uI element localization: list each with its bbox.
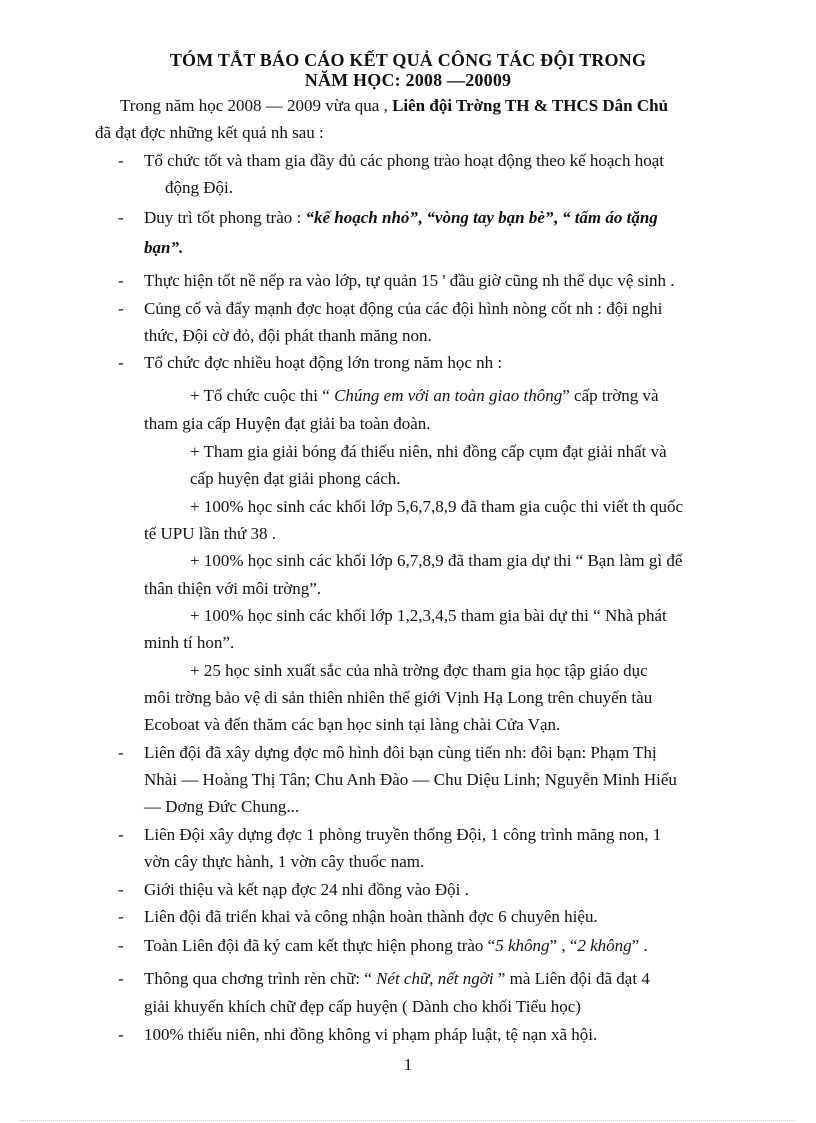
item-7-line-1: Liên Đội xây dựng đợc 1 phòng truyền thống Đội, 1 công trình măng non, 1 xyxy=(144,825,662,844)
bullet: - xyxy=(118,271,124,290)
movement-tam-ao: “ tấm áo tặng xyxy=(561,208,658,227)
intro-line-2: đã đạt đợc những kết quả nh sau : xyxy=(95,123,324,142)
intro-prefix: Trong năm học 2008 — 2009 vừa qua , xyxy=(120,96,393,115)
item-10-mid: ” , “ xyxy=(549,936,578,955)
item-10-prefix: Toàn Liên đội đã ký cam kết thực hiện phong trào “ xyxy=(144,936,496,955)
item-10-line-1 xyxy=(144,935,648,957)
movement-2-khong: 2 không xyxy=(577,936,632,955)
page-bottom-divider xyxy=(20,1120,796,1121)
item-8-line-1: Giới thiệu và kết nạp đợc 24 nhi đồng vào Đội . xyxy=(144,880,469,899)
sub-2-line-2: cấp huyện đạt giải phong cách. xyxy=(190,469,401,488)
intro-line-1 xyxy=(120,95,668,117)
sub-1-line-1 xyxy=(190,385,659,407)
sub-5-line-2: minh tí hon”. xyxy=(144,633,235,652)
bullet: - xyxy=(118,208,124,227)
title-line-1: TÓM TẮT BÁO CÁO KẾT QUẢ CÔNG TÁC ĐỘI TRONG xyxy=(169,50,647,70)
sub-4-line-2: thân thiện với môi trờng”. xyxy=(144,579,322,598)
item-11-line-2: giải khuyến khích chữ đẹp cấp huyện ( Dành cho khối Tiểu học) xyxy=(144,997,581,1016)
item-6-line-3: — Dơng Đức Chung... xyxy=(144,797,300,816)
item-1-line-2: động Đội. xyxy=(165,178,233,197)
contest-name: Chúng em với an toàn giao thông xyxy=(334,386,563,405)
bullet: - xyxy=(118,1025,124,1044)
movement-ke-hoach-nho: “kế hoạch nhỏ” xyxy=(305,208,418,227)
item-4-line-1: Củng cố và đẩy mạnh đợc hoạt động của các đội hình nòng cốt nh : đội nghi xyxy=(144,299,663,318)
item-11-line-1 xyxy=(144,968,650,990)
bullet: - xyxy=(118,880,124,899)
item-4-line-2: thức, Đội cờ đỏ, đội phát thanh măng non. xyxy=(144,326,432,345)
sub-1-prefix: + Tổ chức cuộc thi “ xyxy=(190,386,335,405)
program-name: Nét chữ, nết ngời xyxy=(376,969,494,988)
bullet: - xyxy=(118,969,124,988)
item-10-suffix: ” . xyxy=(631,936,648,955)
item-7-line-2: vờn cây thực hành, 1 vờn cây thuốc nam. xyxy=(144,852,425,871)
title-line-2: NĂM HỌC: 2008 —20009 xyxy=(304,70,512,90)
sub-2-line-1: + Tham gia giải bóng đá thiếu niên, nhi đồng cấp cụm đạt giải nhất và xyxy=(190,442,667,461)
sub-6-line-1: + 25 học sinh xuất sắc của nhà trờng đợc tham gia học tập giáo dục xyxy=(190,661,648,680)
sub-5-line-1: + 100% học sinh các khối lớp 1,2,3,4,5 tham gia bài dự thi “ Nhà phát xyxy=(190,606,667,625)
page-number: 1 xyxy=(403,1055,413,1074)
bullet: - xyxy=(118,743,124,762)
item-11-suffix: ” mà Liên đội đã đạt 4 xyxy=(493,969,650,988)
sub-1-line-2: tham gia cấp Huyện đạt giải ba toàn đoàn. xyxy=(144,414,431,433)
sub-1-suffix: ” cấp trờng và xyxy=(562,386,659,405)
sub-6-line-3: Ecoboat và đến thăm các bạn học sinh tại làng chài Cửa Vạn. xyxy=(144,715,561,734)
item-5-line-1: Tổ chức đợc nhiều hoạt động lớn trong năm học nh : xyxy=(144,353,503,372)
bullet: - xyxy=(118,299,124,318)
sub-4-line-1: + 100% học sinh các khối lớp 6,7,8,9 đã tham gia dự thi “ Bạn làm gì để xyxy=(190,551,683,570)
item-3-line-1: Thực hiện tốt nề nếp ra vào lớp, tự quản 15 ' đầu giờ cũng nh thể dục vệ sinh . xyxy=(144,271,675,290)
item-2-prefix: Duy trì tốt phong trào : xyxy=(144,208,306,227)
bullet: - xyxy=(118,907,124,926)
movement-5-khong: 5 không xyxy=(495,936,550,955)
item-12-line-1: 100% thiếu niên, nhi đồng không vi phạm pháp luật, tệ nạn xã hội. xyxy=(144,1025,598,1044)
movement-vong-tay-ban-be: “vòng tay bạn bè” xyxy=(426,208,554,227)
separator: , xyxy=(553,208,562,227)
bullet: - xyxy=(118,825,124,844)
item-6-line-1: Liên đội đã xây dựng đợc mô hình đôi bạn cùng tiến nh: đôi bạn: Phạm Thị xyxy=(144,743,657,762)
bullet: - xyxy=(118,353,124,372)
item-9-line-1: Liên đội đã triển khai và công nhận hoàn thành đợc 6 chuyên hiệu. xyxy=(144,907,598,926)
sub-6-line-2: môi trờng bảo vệ di sản thiên nhiên thế giới Vịnh Hạ Long trên chuyến tàu xyxy=(144,688,653,707)
item-2-line-2: bạn”. xyxy=(144,238,184,257)
bullet: - xyxy=(118,936,124,955)
bullet: - xyxy=(118,151,124,170)
separator: , xyxy=(417,208,427,227)
sub-3-line-2: tế UPU lần thứ 38 . xyxy=(144,524,276,543)
sub-3-line-1: + 100% học sinh các khối lớp 5,6,7,8,9 đã tham gia cuộc thi viết th quốc xyxy=(190,497,684,516)
item-1-line-1: Tổ chức tốt và tham gia đầy đủ các phong trào hoạt động theo kế hoạch hoạt xyxy=(144,151,664,170)
item-11-prefix: Thông qua chơng trình rèn chữ: “ xyxy=(144,969,377,988)
item-2-line-1 xyxy=(144,207,658,229)
school-name: Liên đội Trờng TH & THCS Dân Chủ xyxy=(392,96,669,115)
item-6-line-2: Nhài — Hoàng Thị Tân; Chu Anh Đào — Chu Diệu Linh; Nguyễn Minh Hiếu xyxy=(144,770,677,789)
